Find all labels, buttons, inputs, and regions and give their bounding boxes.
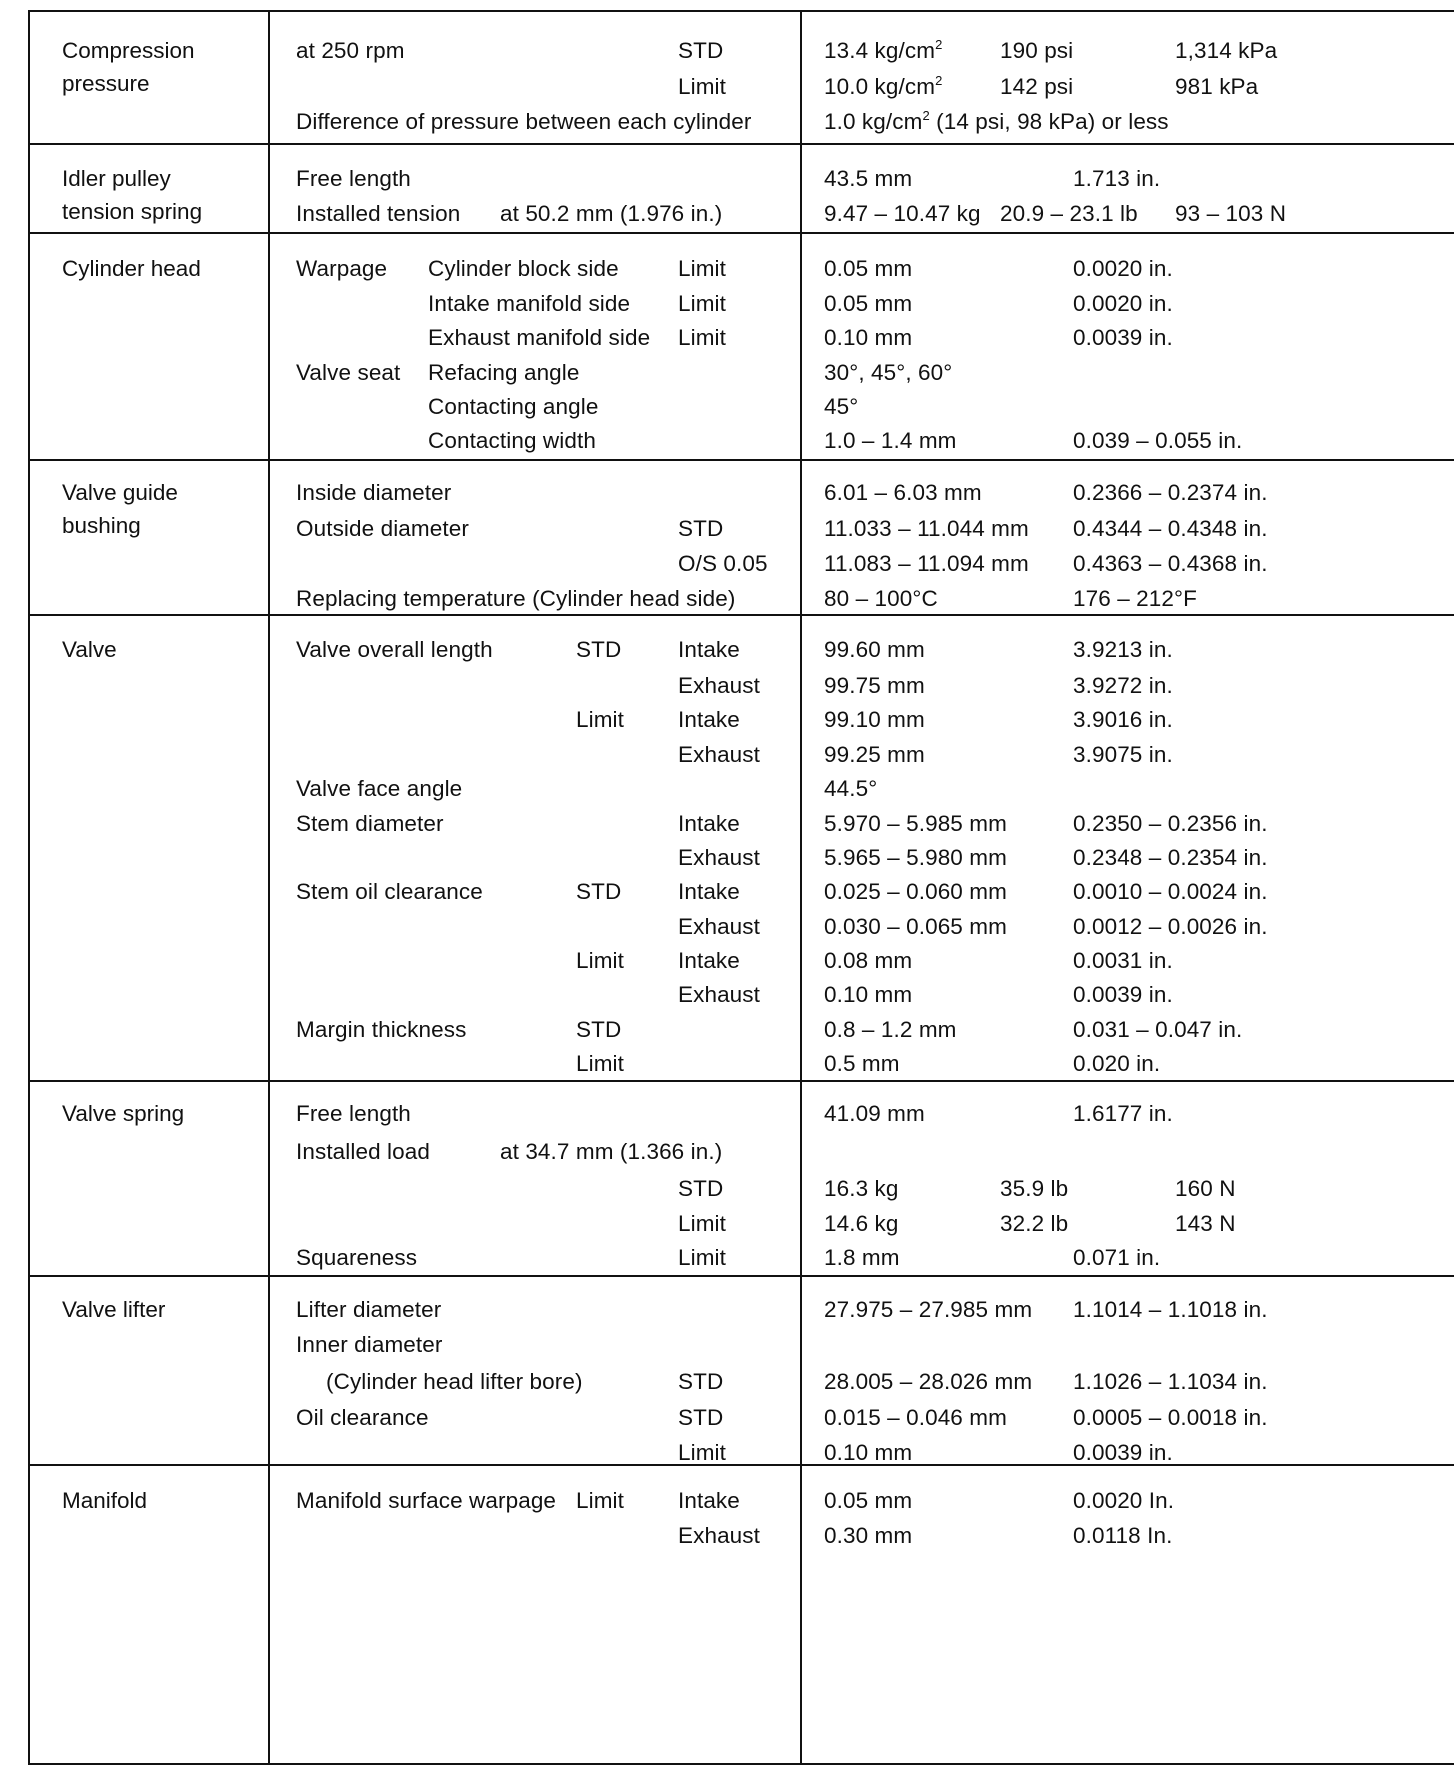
section-title-line: Idler pulley [62,166,171,191]
value-metric: 80 – 100°C [824,586,938,611]
section-lifter [30,1275,1454,1466]
value-imperial: 0.0039 in. [1073,325,1173,350]
condition-label: O/S 0.05 [678,551,768,576]
value-imperial: 1.6177 in. [1073,1101,1173,1126]
value-imperial: 0.2348 – 0.2354 in. [1073,845,1268,870]
value-metric: 30°, 45°, 60° [824,360,953,385]
section-title-line: Compression [62,38,195,63]
section-valve [30,614,1454,1082]
item-label: Free length [296,166,411,191]
item-detail: Cylinder block side [428,256,619,281]
section-title [62,633,117,666]
grade-label: Limit [576,1051,625,1076]
value-metric: 16.3 kg [824,1176,899,1201]
value-metric: 0.05 mm [824,1488,913,1513]
value-imperial: 0.2350 – 0.2356 in. [1073,811,1268,836]
value-imperial: 20.9 – 23.1 lb [1000,201,1138,226]
value-imperial: 0.020 in. [1073,1051,1161,1076]
section-title-line: Cylinder head [62,256,201,281]
value-metric: 44.5° [824,776,878,801]
item-label: Difference of pressure between each cylinder [296,109,752,134]
spec-table [28,10,1454,1765]
condition-label: Limit [678,256,727,281]
value-imperial: 0.4344 – 0.4348 in. [1073,516,1268,541]
item-detail: Exhaust manifold side [428,325,651,350]
value-metric: 11.083 – 11.094 mm [824,551,1029,576]
value-imperial: 3.9213 in. [1073,637,1173,662]
value-imperial: 32.2 lb [1000,1211,1069,1236]
item-label: Valve face angle [296,776,463,801]
condition-label: Intake [678,811,740,836]
value-imperial: 3.9075 in. [1073,742,1173,767]
superscript: 2 [935,73,943,88]
item-detail: Contacting angle [428,394,599,419]
value-imperial: 3.9272 in. [1073,673,1173,698]
section-guide [30,459,1454,616]
item-label: at 250 rpm [296,38,405,63]
condition-label: Intake [678,948,740,973]
value-metric: 0.30 mm [824,1523,913,1548]
item-detail: at 50.2 mm (1.976 in.) [500,201,723,226]
item-detail: Intake manifold side [428,291,631,316]
item-label: Inner diameter [296,1332,443,1357]
value-metric: 0.05 mm [824,256,913,281]
value-si: 160 N [1175,1176,1236,1201]
value-imperial: 1.713 in. [1073,166,1161,191]
value-metric: 1.0 $kg/cm^2$ (14 psi, 98 kPa) or less [824,108,1169,134]
condition-label: Exhaust [678,845,760,870]
value-imperial: 0.0005 – 0.0018 in. [1073,1405,1268,1430]
value-metric: 28.005 – 28.026 mm [824,1369,1033,1394]
item-label: Squareness [296,1245,418,1270]
section-title-line: tension spring [62,199,203,224]
value-metric: 99.25 mm [824,742,925,767]
grade-label: STD [576,879,622,904]
item-label: Warpage [296,256,388,281]
condition-label: STD [678,1369,724,1394]
section-title [62,1097,184,1130]
value-imperial: 142 psi [1000,74,1074,99]
item-detail: Refacing angle [428,360,580,385]
item-label: Stem oil clearance [296,879,483,904]
value-metric: 27.975 – 27.985 mm [824,1297,1033,1322]
section-title-line: bushing [62,513,141,538]
condition-label: Exhaust [678,914,760,939]
value-metric: 9.47 – 10.47 kg [824,201,981,226]
value-metric: 99.10 mm [824,707,925,732]
item-label: Free length [296,1101,411,1126]
item-sublabel: (Cylinder head lifter bore) [326,1369,583,1394]
condition-label: Limit [678,1440,727,1465]
section-title [62,1293,165,1326]
grade-label: STD [576,637,622,662]
value-metric: 0.08 mm [824,948,913,973]
value-metric: 1.8 mm [824,1245,900,1270]
value-si: 143 N [1175,1211,1236,1236]
value-imperial: 0.031 – 0.047 in. [1073,1017,1243,1042]
item-label: Margin thickness [296,1017,467,1042]
condition-label: STD [678,1405,724,1430]
section-compression [30,12,1454,143]
value-metric: 0.10 mm [824,982,913,1007]
value-metric: 0.10 mm [824,325,913,350]
item-label: Manifold surface warpage [296,1488,557,1513]
value-imperial: 0.0020 in. [1073,291,1173,316]
value-si: 1,314 kPa [1175,38,1278,63]
value-metric: 0.5 mm [824,1051,900,1076]
value-metric: 5.965 – 5.980 mm [824,845,1007,870]
section-title [62,1484,147,1517]
item-label: Stem diameter [296,811,444,836]
value-metric: 1.0 – 1.4 mm [824,428,957,453]
value-imperial: 35.9 lb [1000,1176,1069,1201]
value-imperial: 0.2366 – 0.2374 in. [1073,480,1268,505]
superscript: 2 [922,108,930,123]
value-metric: 6.01 – 6.03 mm [824,480,982,505]
section-title-line: Valve guide [62,480,178,505]
item-label: Oil clearance [296,1405,429,1430]
item-label: Outside diameter [296,516,469,541]
condition-label: Exhaust [678,1523,760,1548]
value-imperial: 0.0039 in. [1073,982,1173,1007]
section-title-line: Valve [62,637,117,662]
value-metric: 14.6 kg [824,1211,899,1236]
value-si: 981 kPa [1175,74,1259,99]
value-metric: 99.75 mm [824,673,925,698]
condition-label: Limit [678,1211,727,1236]
item-label: Installed tension [296,201,461,226]
value-imperial: 0.0012 – 0.0026 in. [1073,914,1268,939]
value-imperial: 176 – 212°F [1073,586,1197,611]
superscript: 2 [935,37,943,52]
value-imperial: 190 psi [1000,38,1074,63]
condition-label: STD [678,38,724,63]
value-metric: 13.4 $kg/cm^2$ [824,37,943,63]
grade-label: Limit [576,707,625,732]
value-imperial: 0.4363 – 0.4368 in. [1073,551,1268,576]
section-cylhead [30,232,1454,461]
value-imperial: 1.1026 – 1.1034 in. [1073,1369,1268,1394]
grade-label: Limit [576,1488,625,1513]
item-label: Lifter diameter [296,1297,442,1322]
item-detail: Contacting width [428,428,596,453]
value-imperial: 0.071 in. [1073,1245,1161,1270]
condition-label: Intake [678,707,740,732]
value-metric: 0.8 – 1.2 mm [824,1017,957,1042]
value-metric: 0.05 mm [824,291,913,316]
value-metric: 5.970 – 5.985 mm [824,811,1007,836]
value-metric: 0.015 – 0.046 mm [824,1405,1007,1430]
section-title [62,34,195,100]
item-label: Inside diameter [296,480,452,505]
value-imperial: 0.0039 in. [1073,1440,1173,1465]
value-si: 93 – 103 N [1175,201,1287,226]
value-imperial: 0.0010 – 0.0024 in. [1073,879,1268,904]
value-imperial: 0.0031 in. [1073,948,1173,973]
section-title-line: pressure [62,71,150,96]
value-metric: 0.10 mm [824,1440,913,1465]
item-detail: at 34.7 mm (1.366 in.) [500,1139,723,1164]
value-metric: 10.0 $kg/cm^2$ [824,73,943,99]
section-title-line: Valve spring [62,1101,185,1126]
section-manifold [30,1464,1454,1769]
section-spring [30,1080,1454,1277]
condition-label: Limit [678,291,727,316]
section-idler [30,143,1454,234]
section-title-line: Valve lifter [62,1297,166,1322]
item-label: Installed load [296,1139,430,1164]
grade-label: STD [576,1017,622,1042]
section-title-line: Manifold [62,1488,148,1513]
value-metric: 45° [824,394,859,419]
value-metric: 43.5 mm [824,166,913,191]
condition-label: Limit [678,74,727,99]
condition-label: Exhaust [678,742,760,767]
item-label: Replacing temperature (Cylinder head side) [296,586,736,611]
section-title [62,162,202,228]
value-imperial: 0.039 – 0.055 in. [1073,428,1243,453]
item-label: Valve seat [296,360,401,385]
condition-label: Exhaust [678,982,760,1007]
value-imperial: 0.0118 In. [1073,1523,1173,1548]
condition-label: Limit [678,1245,727,1270]
condition-label: STD [678,1176,724,1201]
value-imperial: 3.9016 in. [1073,707,1173,732]
value-imperial: 0.0020 in. [1073,256,1173,281]
section-title [62,476,178,542]
condition-label: Intake [678,637,740,662]
value-metric: 99.60 mm [824,637,925,662]
condition-label: STD [678,516,724,541]
value-imperial: 1.1014 – 1.1018 in. [1073,1297,1268,1322]
value-metric: 0.030 – 0.065 mm [824,914,1007,939]
condition-label: Intake [678,879,740,904]
value-metric: 0.025 – 0.060 mm [824,879,1007,904]
condition-label: Exhaust [678,673,760,698]
item-label: Valve overall length [296,637,493,662]
condition-label: Limit [678,325,727,350]
condition-label: Intake [678,1488,740,1513]
value-imperial: 0.0020 In. [1073,1488,1175,1513]
value-metric: 41.09 mm [824,1101,925,1126]
value-metric: 11.033 – 11.044 mm [824,516,1029,541]
grade-label: Limit [576,948,625,973]
section-title [62,252,201,285]
